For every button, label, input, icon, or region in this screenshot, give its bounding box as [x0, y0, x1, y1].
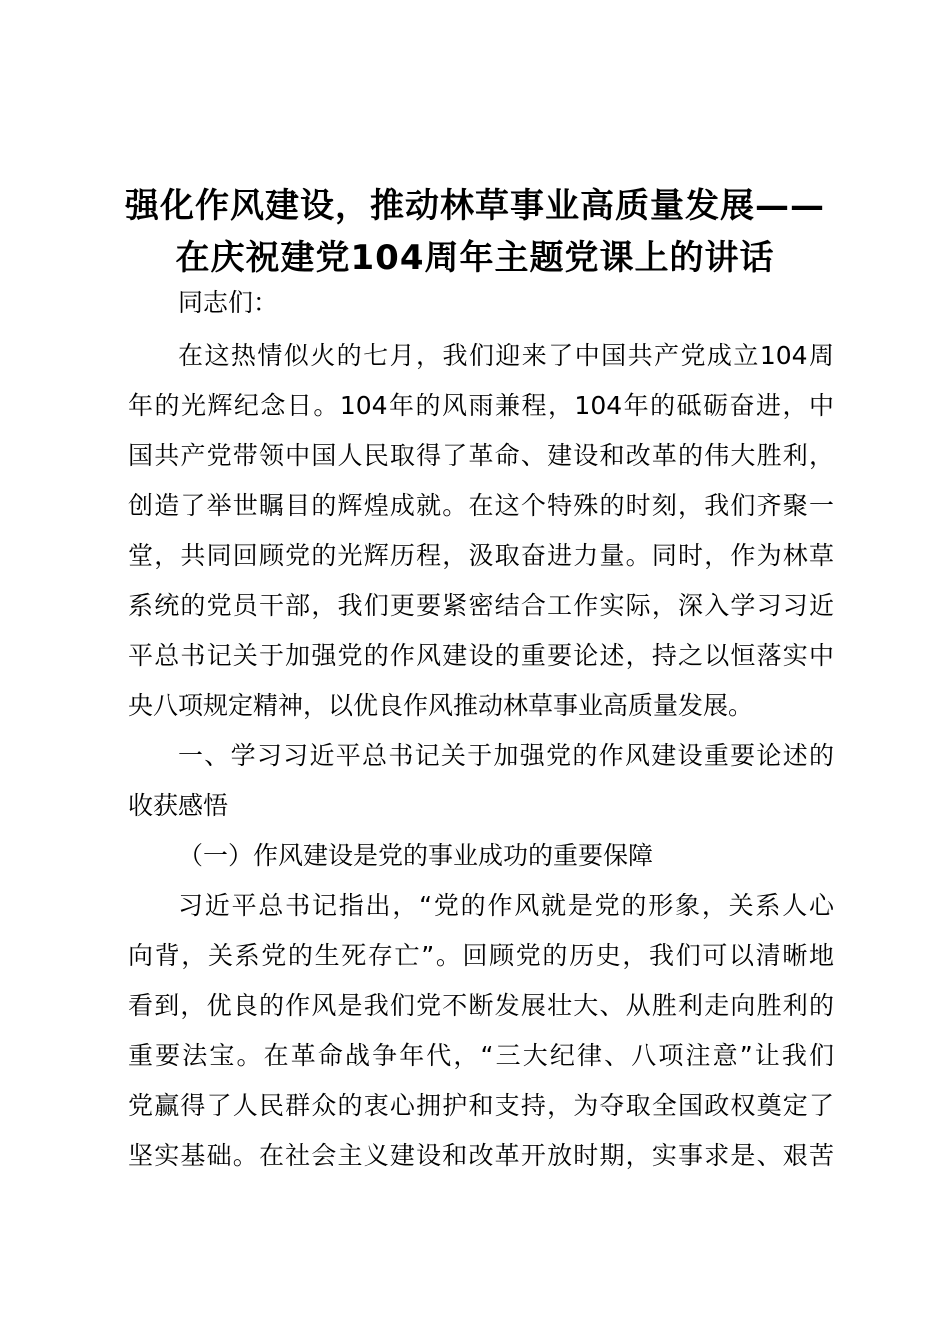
- paragraph-line: 平总书记关于加强党的作风建设的重要论述，持之以恒落实中: [128, 641, 834, 670]
- paragraph-line: 创造了举世瞩目的辉煌成就。在这个特殊的时刻，我们齐聚一: [128, 491, 834, 520]
- paragraph-line: 在这热情似火的七月，我们迎来了中国共产党成立104周: [178, 341, 834, 370]
- paragraph-line: 国共产党带领中国人民取得了革命、建设和改革的伟大胜利，: [128, 441, 834, 470]
- paragraph-line: 党赢得了人民群众的衷心拥护和支持，为夺取全国政权奠定了: [128, 1091, 834, 1120]
- paragraph-line: 看到，优良的作风是我们党不断发展壮大、从胜利走向胜利的: [128, 991, 834, 1020]
- paragraph-line: 央八项规定精神，以优良作风推动林草事业高质量发展。: [128, 691, 754, 720]
- section-heading-line: 一、学习习近平总书记关于加强党的作风建设重要论述的: [178, 741, 834, 770]
- paragraph-line: 习近平总书记指出，“党的作风就是党的形象，关系人心: [178, 891, 834, 920]
- paragraph-line: 堂，共同回顾党的光辉历程，汲取奋进力量。同时，作为林草: [128, 541, 834, 570]
- document-title-line-2: 在庆祝建党104周年主题党课上的讲话: [175, 238, 775, 278]
- paragraph-line: 重要法宝。在革命战争年代，“三大纪律、八项注意”让我们: [128, 1041, 834, 1070]
- paragraph-line: 向背，关系党的生死存亡”。回顾党的历史，我们可以清晰地: [128, 941, 834, 970]
- section-heading-line: 收获感悟: [128, 791, 229, 820]
- salutation: 同志们：: [178, 288, 279, 317]
- document-title-line-1: 强化作风建设，推动林草事业高质量发展——: [125, 186, 825, 226]
- paragraph-line: 坚实基础。在社会主义建设和改革开放时期，实事求是、艰苦: [128, 1141, 834, 1170]
- paragraph-line: 系统的党员干部，我们更要紧密结合工作实际，深入学习习近: [128, 591, 834, 620]
- subsection-heading: （一）作风建设是党的事业成功的重要保障: [178, 841, 654, 870]
- paragraph-line: 年的光辉纪念日。104年的风雨兼程，104年的砥砺奋进，中: [128, 391, 834, 420]
